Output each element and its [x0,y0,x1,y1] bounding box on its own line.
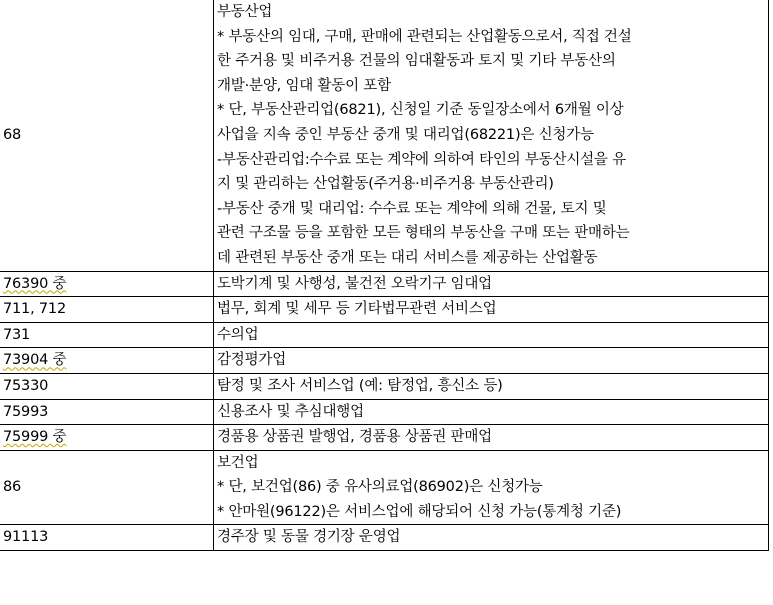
description-line: * 단, 부동산관리업(6821), 신청일 기준 동일장소에서 6개월 이상 [217,102,624,119]
industry-code-cell [0,348,214,374]
industry-description-cell: 법무, 회계 및 세무 등 기타법무관련 서비스업 [214,297,769,323]
table-row [0,525,769,551]
description-line: 한 주거용 및 비주거용 건물의 임대활동과 토지 및 기타 부동산의 [217,53,616,70]
table-row [0,399,769,425]
industry-code-cell: 711, 712 [0,297,214,323]
description-line: 보건업 [217,454,259,471]
description-line: -부동산 중개 및 대리업: 수수료 또는 계약에 의해 건물, 토지 및 [217,200,607,217]
description-line: * 부동산의 임대, 구매, 판매에 관련되는 산업활동으로서, 직접 건설 [217,28,632,45]
table-row [0,271,769,297]
industry-code-cell: 75330 [0,373,214,399]
industry-description-cell [214,450,769,525]
table-row [0,348,769,374]
description-line: -부동산관리업:수수료 또는 계약에 의하여 타인의 부동산시설을 유 [217,151,626,168]
description-line: * 단, 보건업(86) 중 유사의료업(86902)은 신청가능 [217,479,543,496]
table-row [0,425,769,451]
industry-code-cell [0,425,214,451]
industry-description-cell: 경품용 상품권 발행업, 경품용 상품권 판매업 [214,425,769,451]
description-line: 개발·분양, 임대 활동이 포함 [217,77,391,94]
table-row [0,373,769,399]
industry-code-cell: 91113 [0,525,214,551]
description-line: 사업을 지속 중인 부동산 중개 및 대리업(68221)은 신청가능 [217,126,594,143]
description-line: * 안마원(96122)은 서비스업에 해당되어 신청 가능(통계청 기준) [217,503,622,520]
industry-code-cell: 68 [0,0,214,271]
table-row [0,0,769,271]
industry-description-cell: 탐정 및 조사 서비스업 (예: 탐정업, 흥신소 등) [214,373,769,399]
industry-code: 75999 중 [3,429,67,446]
industry-code-cell [0,271,214,297]
industry-code-cell: 75993 [0,399,214,425]
industry-code: 76390 중 [3,275,67,292]
description-line: 데 관련된 부동산 중개 또는 대리 서비스를 제공하는 산업활동 [217,249,598,266]
industry-description-cell: 도박기계 및 사행성, 불건전 오락기구 임대업 [214,271,769,297]
description-line: 관련 구조물 등을 포함한 모든 형태의 부동산을 구매 또는 판매하는 [217,225,630,242]
industry-description-cell: 경주장 및 동물 경기장 운영업 [214,525,769,551]
description-line: 부동산업 [217,4,273,20]
table-row [0,322,769,348]
industry-description-cell: 수의업 [214,322,769,348]
industry-code: 73904 중 [3,352,67,369]
table-row [0,450,769,525]
industry-code-cell: 86 [0,450,214,525]
description-line: 지 및 관리하는 산업활동(주거용·비주거용 부동산관리) [217,176,554,193]
industry-code-cell: 731 [0,322,214,348]
industry-description-cell: 감정평가업 [214,348,769,374]
industry-description-cell [214,0,769,271]
industry-description-cell: 신용조사 및 추심대행업 [214,399,769,425]
table-row [0,297,769,323]
